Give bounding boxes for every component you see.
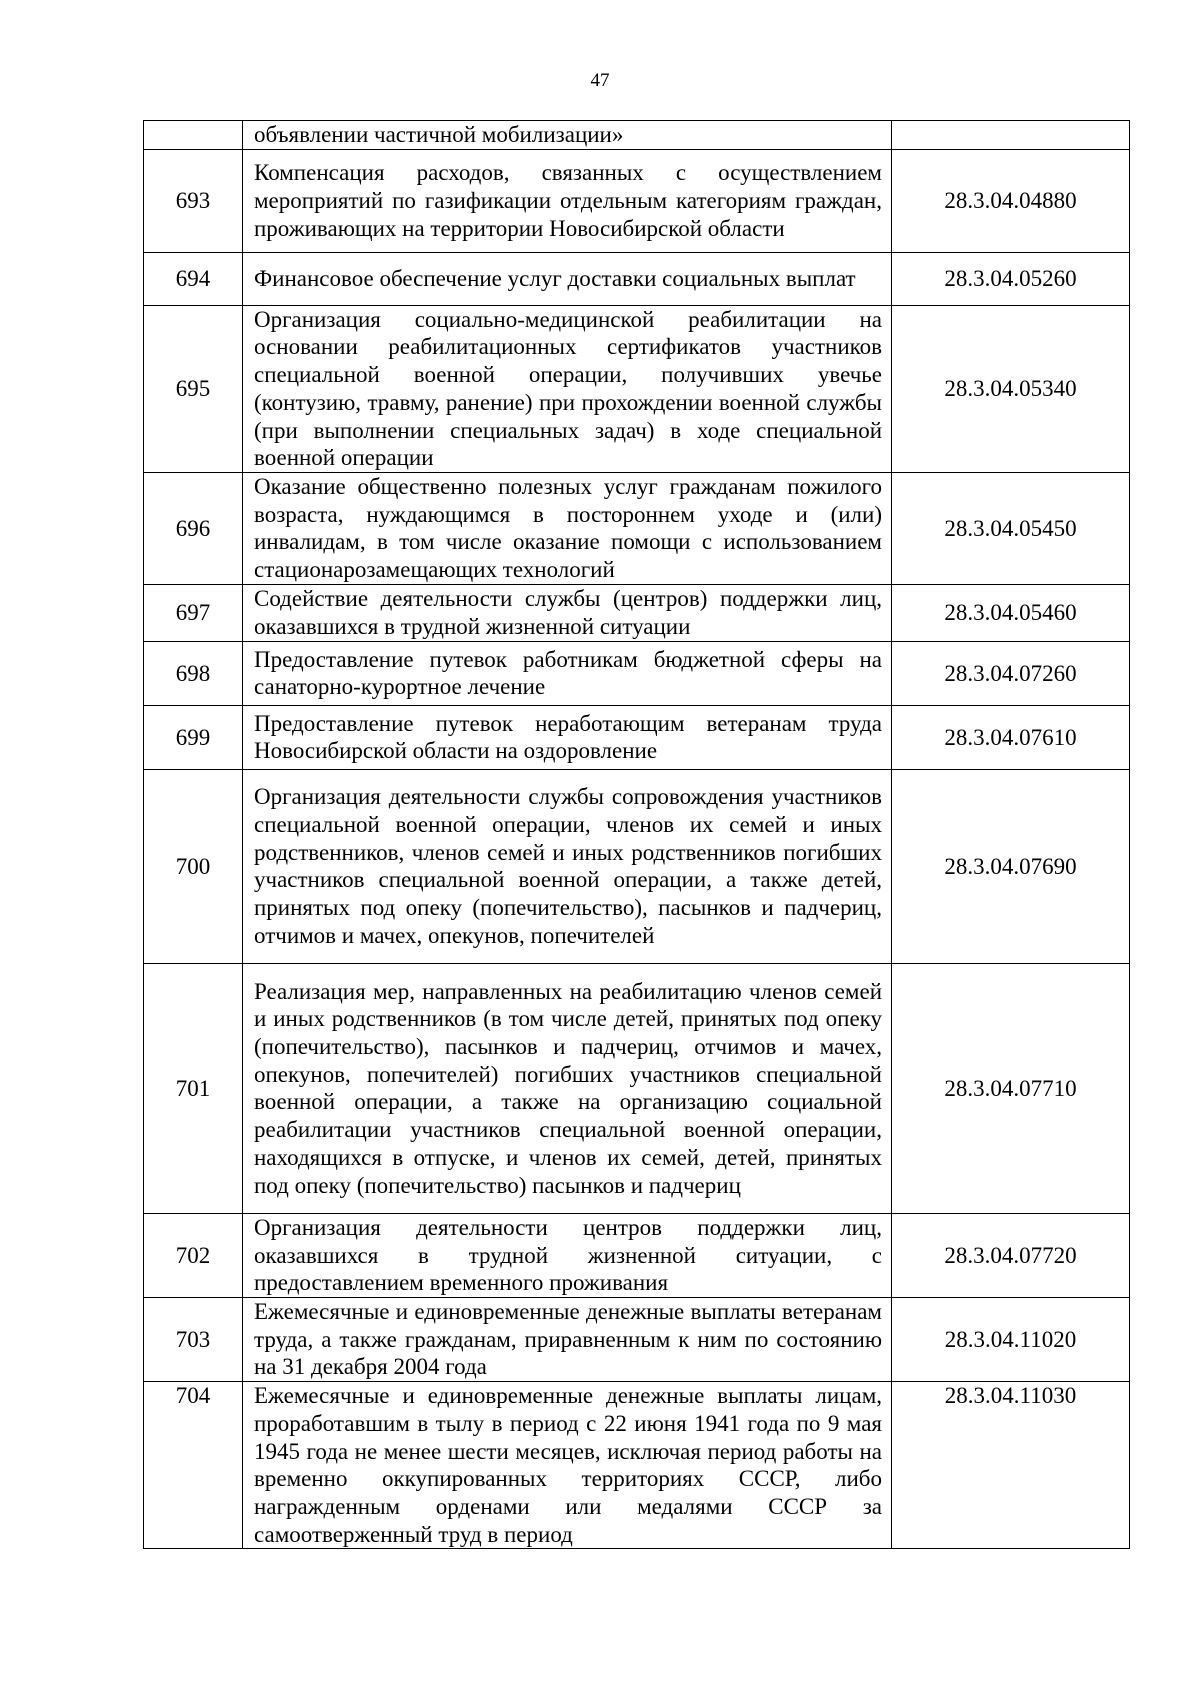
row-description: объявлении частичной мобилизации» <box>243 121 892 150</box>
row-description: Содействие деятельности службы (центров) поддержки лиц, оказавшихся в трудной жизненной ситуации <box>243 584 892 641</box>
row-number <box>144 121 243 150</box>
row-code: 28.3.04.04880 <box>892 149 1130 252</box>
row-description: Реализация мер, направленных на реабилитацию членов семей и иных родственников (в том числе детей, принятых под опеку (попечительство), пасынков и падчериц, отчимов и мачех, опекунов, попечителей) погибших участников специальной военной операции, а также на организацию социальной реабилитации участников специальной военной операции, находящихся в отпуске, и членов их семей, детей, принятых под опеку (попечительство) пасынков и падчериц <box>243 963 892 1213</box>
row-number: 699 <box>144 705 243 769</box>
row-code: 28.3.04.07610 <box>892 705 1130 769</box>
row-description: Оказание общественно полезных услуг гражданам пожилого возраста, нуждающимся в постороннем уходе и (или) инвалидам, в том числе оказание помощи с использованием стационарозамещающих технологий <box>243 472 892 584</box>
row-number: 698 <box>144 641 243 705</box>
row-code: 28.3.04.11030 <box>892 1382 1130 1549</box>
row-code <box>892 121 1130 150</box>
table-row <box>144 149 1130 252</box>
page-number: 47 <box>590 70 610 91</box>
row-description: Предоставление путевок работникам бюджетной сферы на санаторно-курортное лечение <box>243 641 892 705</box>
row-code: 28.3.04.05460 <box>892 584 1130 641</box>
row-number: 702 <box>144 1213 243 1297</box>
table-row <box>144 1213 1130 1297</box>
row-description: Финансовое обеспечение услуг доставки социальных выплат <box>243 252 892 305</box>
table-row <box>144 1382 1130 1549</box>
row-description: Компенсация расходов, связанных с осуществлением мероприятий по газификации отдельным категориям граждан, проживающих на территории Новосибирской области <box>243 149 892 252</box>
row-number: 694 <box>144 252 243 305</box>
row-code: 28.3.04.07710 <box>892 963 1130 1213</box>
table-row <box>144 472 1130 584</box>
table-row <box>144 963 1130 1213</box>
row-description: Организация социально-медицинской реабилитации на основании реабилитационных сертификатов участников специальной военной операции, получивших увечье (контузию, травму, ранение) при прохождении военной службы (при выполнении специальных задач) в ходе специальной военной операции <box>243 305 892 472</box>
row-code: 28.3.04.07690 <box>892 769 1130 963</box>
row-description: Ежемесячные и единовременные денежные выплаты лицам, проработавшим в тылу в период с 22 июня 1941 года по 9 мая 1945 года не менее шести месяцев, исключая период работы на временно оккупированных территориях СССР, либо награжденным орденами или медалями СССР за самоотверженный труд в период <box>243 1382 892 1549</box>
row-number: 701 <box>144 963 243 1213</box>
row-code: 28.3.04.05260 <box>892 252 1130 305</box>
classification-table <box>143 120 1130 1549</box>
row-number: 693 <box>144 149 243 252</box>
table-row <box>144 1298 1130 1382</box>
table-row <box>144 584 1130 641</box>
table-row-continuation <box>144 121 1130 150</box>
row-number: 704 <box>144 1382 243 1549</box>
row-description: Предоставление путевок неработающим ветеранам труда Новосибирской области на оздоровление <box>243 705 892 769</box>
row-code: 28.3.04.05340 <box>892 305 1130 472</box>
row-number: 700 <box>144 769 243 963</box>
row-code: 28.3.04.07260 <box>892 641 1130 705</box>
row-code: 28.3.04.07720 <box>892 1213 1130 1297</box>
row-number: 703 <box>144 1298 243 1382</box>
table-row <box>144 641 1130 705</box>
table-row <box>144 705 1130 769</box>
row-description: Организация деятельности службы сопровождения участников специальной военной операции, членов их семей и иных родственников, членов семей и иных родственников погибших участников специальной военной операции, а также детей, принятых под опеку (попечительство), пасынков и падчериц, отчимов и мачех, опекунов, попечителей <box>243 769 892 963</box>
table-row <box>144 305 1130 472</box>
row-description: Организация деятельности центров поддержки лиц, оказавшихся в трудной жизненной ситуации, с предоставлением временного проживания <box>243 1213 892 1297</box>
table-row <box>144 252 1130 305</box>
row-number: 696 <box>144 472 243 584</box>
table-row <box>144 769 1130 963</box>
row-code: 28.3.04.05450 <box>892 472 1130 584</box>
row-number: 697 <box>144 584 243 641</box>
row-code: 28.3.04.11020 <box>892 1298 1130 1382</box>
row-number: 695 <box>144 305 243 472</box>
row-description: Ежемесячные и единовременные денежные выплаты ветеранам труда, а также гражданам, приравненным к ним по состоянию на 31 декабря 2004 года <box>243 1298 892 1382</box>
